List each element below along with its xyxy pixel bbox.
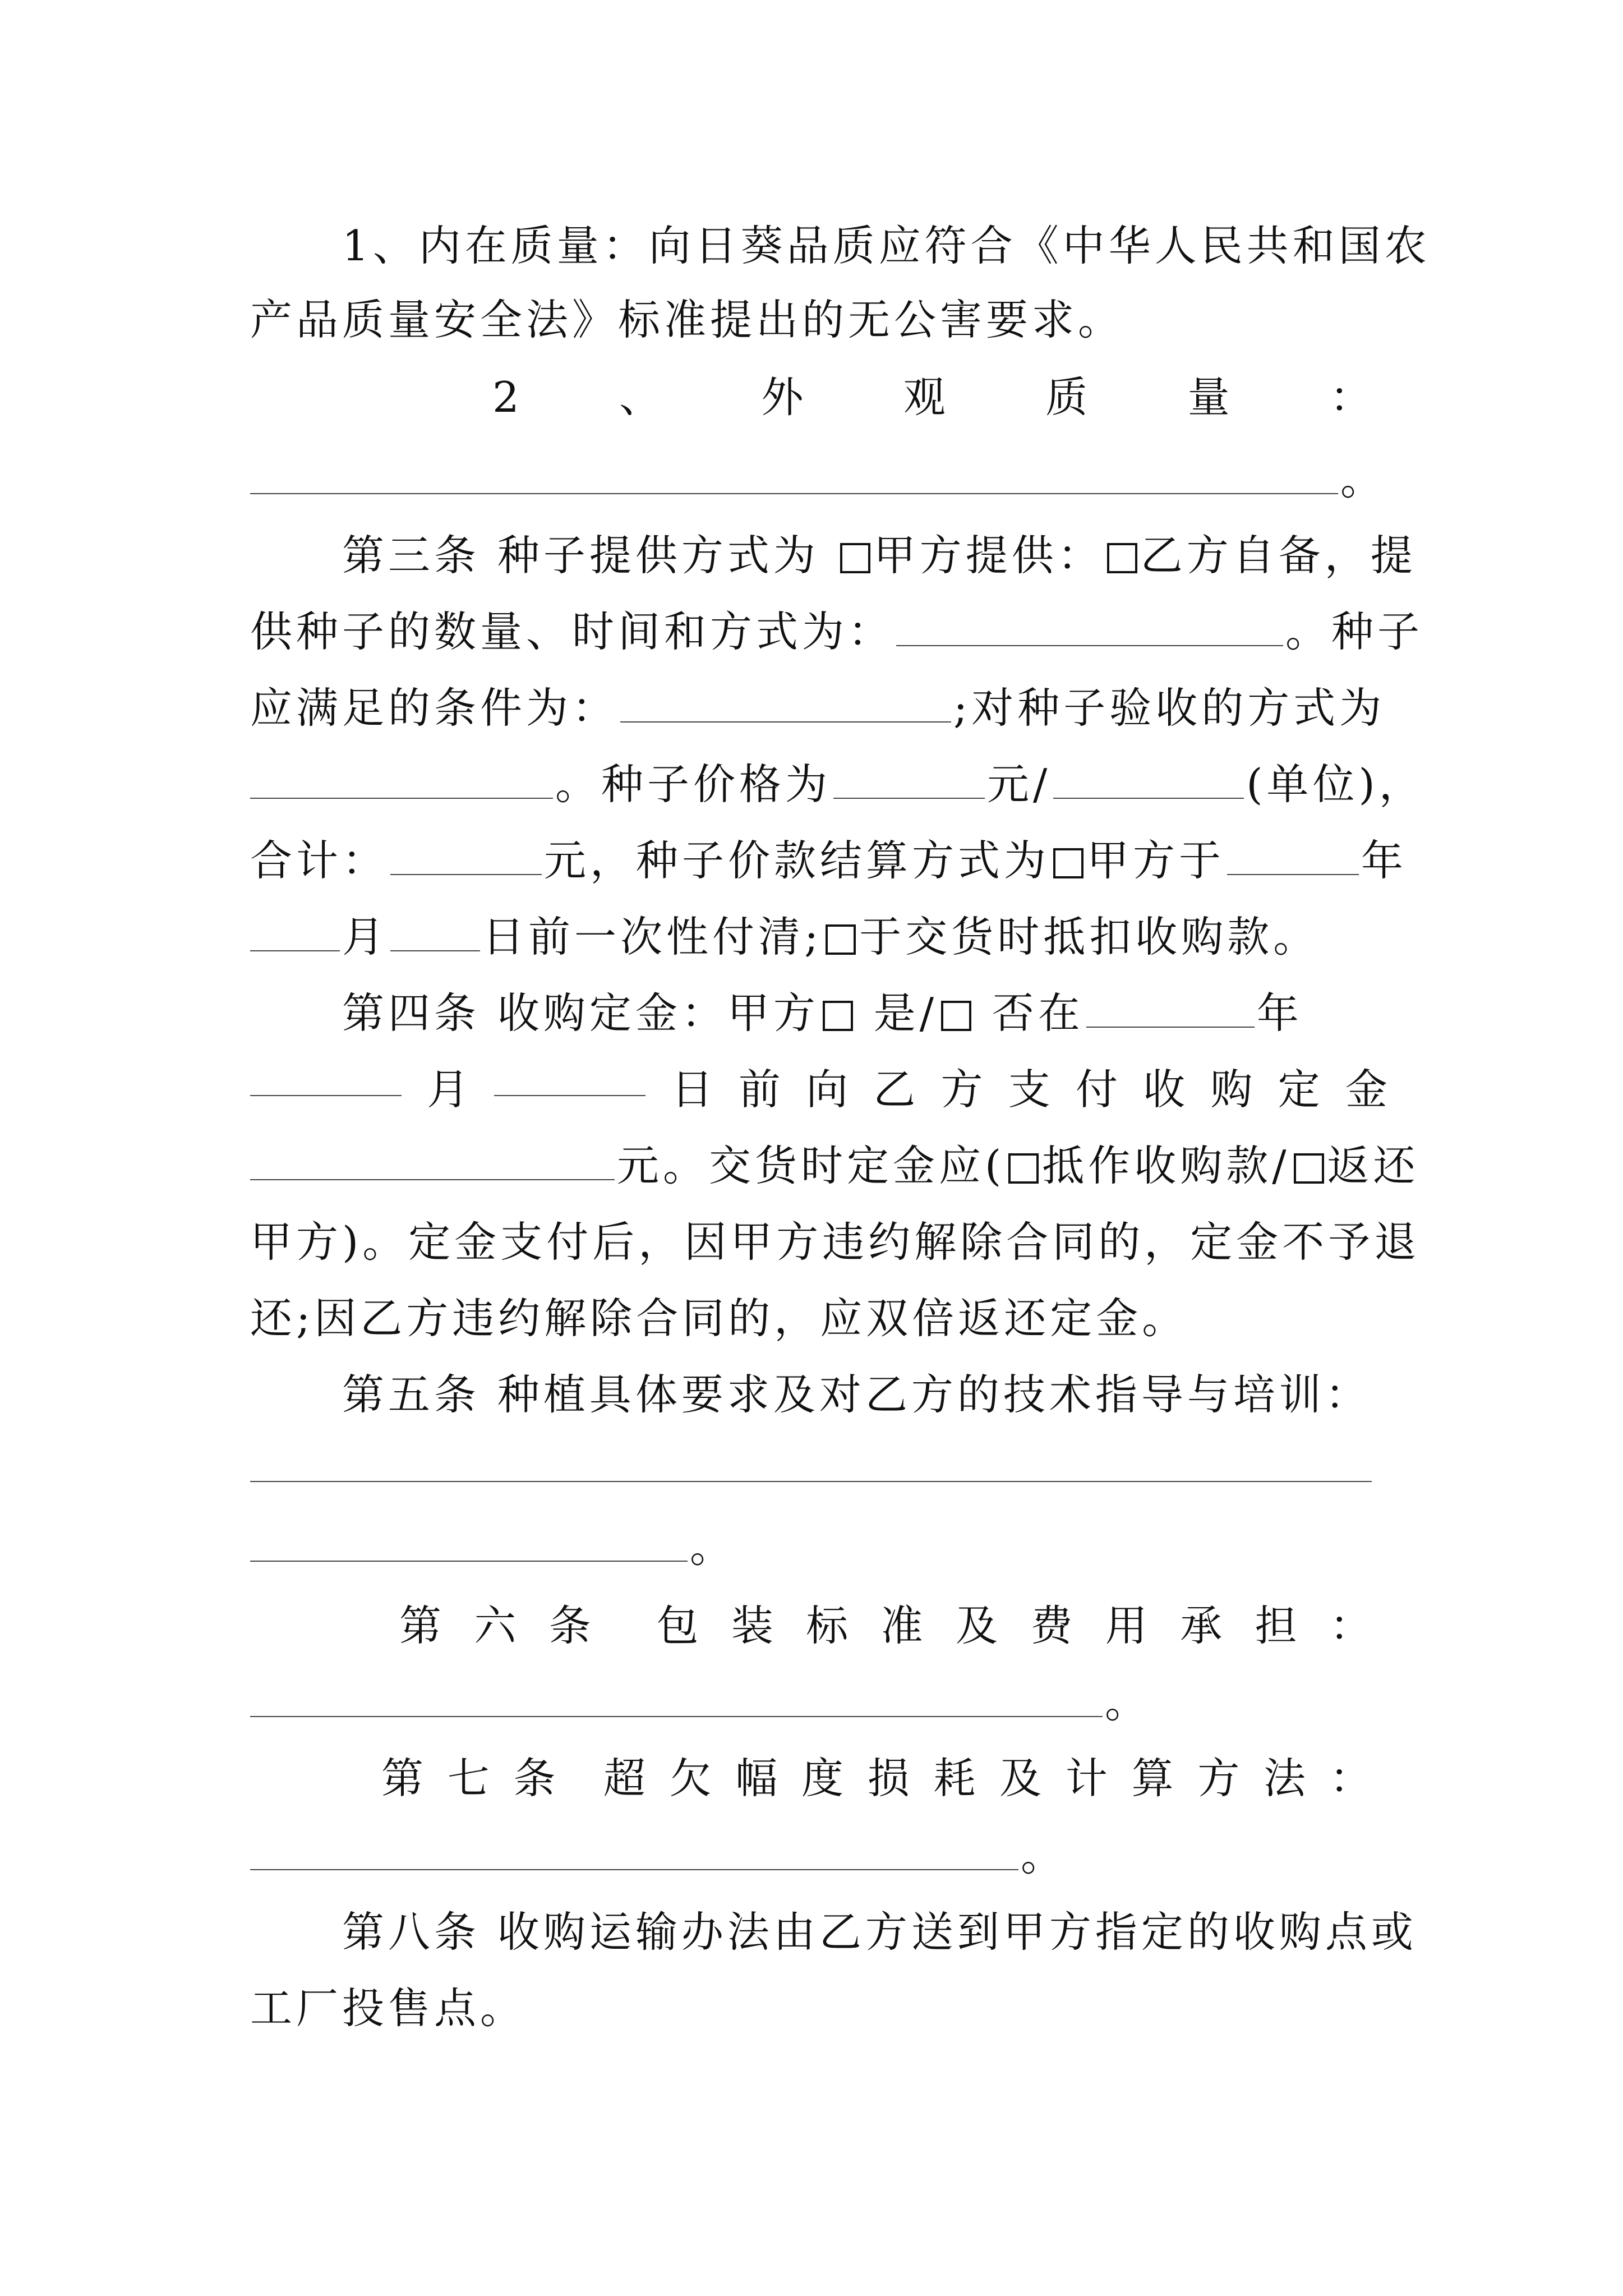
char: 支 — [1008, 1065, 1050, 1114]
training-requirements-blank[interactable] — [250, 1481, 1372, 1482]
clause3-line6 — [250, 909, 1387, 965]
char: 用 — [1105, 1601, 1147, 1650]
char: 包 — [656, 1601, 699, 1650]
text: 年 — [1361, 836, 1408, 885]
char: 方 — [940, 1065, 983, 1114]
char: 定 — [1278, 1065, 1320, 1114]
item2-char: 观 — [903, 372, 946, 422]
clause4-line2 — [250, 1061, 1387, 1117]
char: 费 — [1030, 1601, 1073, 1650]
deposit-amount-blank[interactable] — [250, 1145, 615, 1180]
char: 及 — [999, 1754, 1042, 1803]
char: 标 — [806, 1601, 849, 1650]
text: 元。交货时定金应( — [617, 1141, 1006, 1190]
text: 否在 — [992, 988, 1084, 1038]
total-amount-blank[interactable] — [390, 840, 542, 875]
char: 及 — [955, 1601, 998, 1650]
checkbox-party-a-provides[interactable] — [840, 543, 870, 573]
item2-char: 外 — [761, 372, 804, 422]
quality-item1-line1: 1、内在质量：向日葵品质应符合《中华人民共和国农 — [342, 221, 1431, 270]
checkbox-party-b-self[interactable] — [1107, 543, 1137, 573]
quality-item2-line — [492, 369, 1372, 425]
end-mark: 。 — [1021, 1831, 1067, 1880]
item2-char: 量 — [1187, 372, 1230, 422]
end-mark: 。 — [690, 1522, 736, 1572]
clause5-title: 第五条 种植具体要求及对乙方的技术指导与培训： — [342, 1370, 1371, 1419]
checkbox-deposit-no[interactable] — [941, 1001, 971, 1031]
char: 准 — [880, 1601, 923, 1650]
char: ： — [1329, 1754, 1372, 1803]
pay-day-blank[interactable] — [390, 917, 480, 951]
clause3-line1 — [342, 527, 1417, 583]
char: 欠 — [669, 1754, 712, 1803]
char: 幅 — [735, 1754, 778, 1803]
seed-unit-blank[interactable] — [1053, 764, 1244, 799]
item2-char: ： — [1329, 372, 1372, 422]
text: 是/ — [873, 988, 938, 1038]
char: 损 — [867, 1754, 910, 1803]
char: 金 — [1345, 1065, 1387, 1114]
item2-char: 质 — [1045, 372, 1088, 422]
char: 算 — [1131, 1754, 1174, 1803]
pay-month-blank[interactable] — [250, 917, 340, 951]
clause3-line4 — [250, 756, 1425, 812]
clause4-line3 — [250, 1138, 1419, 1194]
text: 甲方提供： — [873, 531, 1104, 580]
text: 返还 — [1327, 1141, 1419, 1190]
checkbox-deposit-return[interactable] — [1294, 1153, 1324, 1184]
text: 元，种子价款结算方式为 — [544, 836, 1050, 885]
char: 购 — [1210, 1065, 1253, 1114]
char: 第 — [381, 1754, 424, 1803]
char: 乙 — [873, 1065, 916, 1114]
end-mark: 。 — [1105, 1678, 1151, 1727]
char: 装 — [731, 1601, 773, 1650]
clause7-blank-line — [250, 1828, 1387, 1884]
char: 担 — [1255, 1601, 1297, 1650]
text: 乙方自备，提 — [1140, 531, 1417, 580]
text: 于交货时抵扣收购款。 — [859, 912, 1320, 961]
char: 收 — [1143, 1065, 1186, 1114]
seed-quantity-blank[interactable] — [896, 611, 1283, 646]
clause8-line2: 工厂投售点。 — [250, 1984, 527, 2033]
text: 元/ — [987, 760, 1052, 809]
checkbox-deposit-offset[interactable] — [1008, 1153, 1039, 1184]
char: 度 — [801, 1754, 844, 1803]
char: 法 — [1264, 1754, 1306, 1803]
clause3-line3 — [250, 680, 1387, 736]
text: 第三条 种子提供方式为 — [342, 531, 819, 580]
char: 前 — [738, 1065, 781, 1114]
item2-char: 2 — [492, 372, 519, 422]
char: 方 — [1197, 1754, 1240, 1803]
text: 合计： — [250, 836, 389, 885]
text: 供种子的数量、时间和方式为： — [250, 607, 895, 656]
char: 条 — [548, 1601, 591, 1650]
char: 付 — [1075, 1065, 1118, 1114]
text: 年 — [1256, 988, 1303, 1038]
appearance-quality-blank[interactable] — [250, 459, 1338, 494]
quality-item1-line2: 产品质量安全法》标准提出的无公害要求。 — [250, 295, 1124, 344]
clause3-line5 — [250, 832, 1408, 889]
text: 第四条 收购定金：甲方 — [342, 988, 819, 1038]
char: 月 — [427, 1065, 469, 1114]
text: 抵作收购款/ — [1042, 1141, 1290, 1190]
text: (单位)， — [1246, 760, 1425, 809]
training-requirements-blank-cont[interactable] — [250, 1527, 688, 1562]
char: 七 — [447, 1754, 490, 1803]
clause4-line5: 还;因乙方违约解除合同的，应双倍返还定金。 — [250, 1294, 1188, 1343]
deposit-month-blank[interactable] — [250, 1061, 402, 1096]
item2-char: 、 — [619, 372, 662, 422]
text: 日前一次性付清; — [482, 912, 823, 961]
loss-calculation-blank[interactable] — [250, 1835, 1018, 1870]
char: 六 — [474, 1601, 517, 1650]
char: 承 — [1180, 1601, 1223, 1650]
char: 超 — [603, 1754, 645, 1803]
char: 第 — [399, 1601, 442, 1650]
clause6-blank-line — [250, 1674, 1387, 1731]
checkbox-deposit-yes[interactable] — [823, 1001, 853, 1031]
deposit-day-blank[interactable] — [494, 1061, 645, 1096]
packaging-blank[interactable] — [250, 1682, 1103, 1717]
end-mark: 。 — [1340, 455, 1387, 504]
text: 甲方于 — [1087, 836, 1225, 885]
clause7-title — [381, 1750, 1372, 1806]
pay-year-blank[interactable] — [1227, 840, 1359, 875]
appearance-blank-line — [250, 452, 1387, 508]
char: 耗 — [933, 1754, 976, 1803]
clause4-line4: 甲方)。定金支付后，因甲方违约解除合同的，定金不予退 — [250, 1217, 1421, 1267]
char: ： — [1329, 1601, 1372, 1650]
clause6-title — [399, 1598, 1372, 1654]
checkbox-deduct-on-delivery[interactable] — [826, 924, 856, 955]
clause4-line1 — [342, 985, 1387, 1041]
char: 计 — [1065, 1754, 1108, 1803]
seed-condition-blank[interactable] — [620, 688, 951, 723]
deposit-year-blank[interactable] — [1086, 993, 1255, 1028]
clause5-line3 — [250, 1519, 1387, 1575]
seed-price-blank[interactable] — [833, 764, 985, 799]
char: 日 — [671, 1065, 713, 1114]
char: 条 — [513, 1754, 556, 1803]
text: 月 — [342, 912, 389, 961]
clause8-line1: 第八条 收购运输办法由乙方送到甲方指定的收购点或 — [342, 1907, 1417, 1957]
text: 应满足的条件为： — [250, 683, 619, 733]
checkbox-pay-before-date[interactable] — [1053, 848, 1083, 878]
text: 。种子价格为 — [555, 760, 832, 809]
text: 。种子 — [1285, 607, 1424, 656]
text: ;对种子验收的方式为 — [953, 683, 1386, 733]
char: 向 — [806, 1065, 849, 1114]
clause3-line2 — [250, 604, 1424, 660]
seed-acceptance-blank[interactable] — [250, 764, 553, 799]
